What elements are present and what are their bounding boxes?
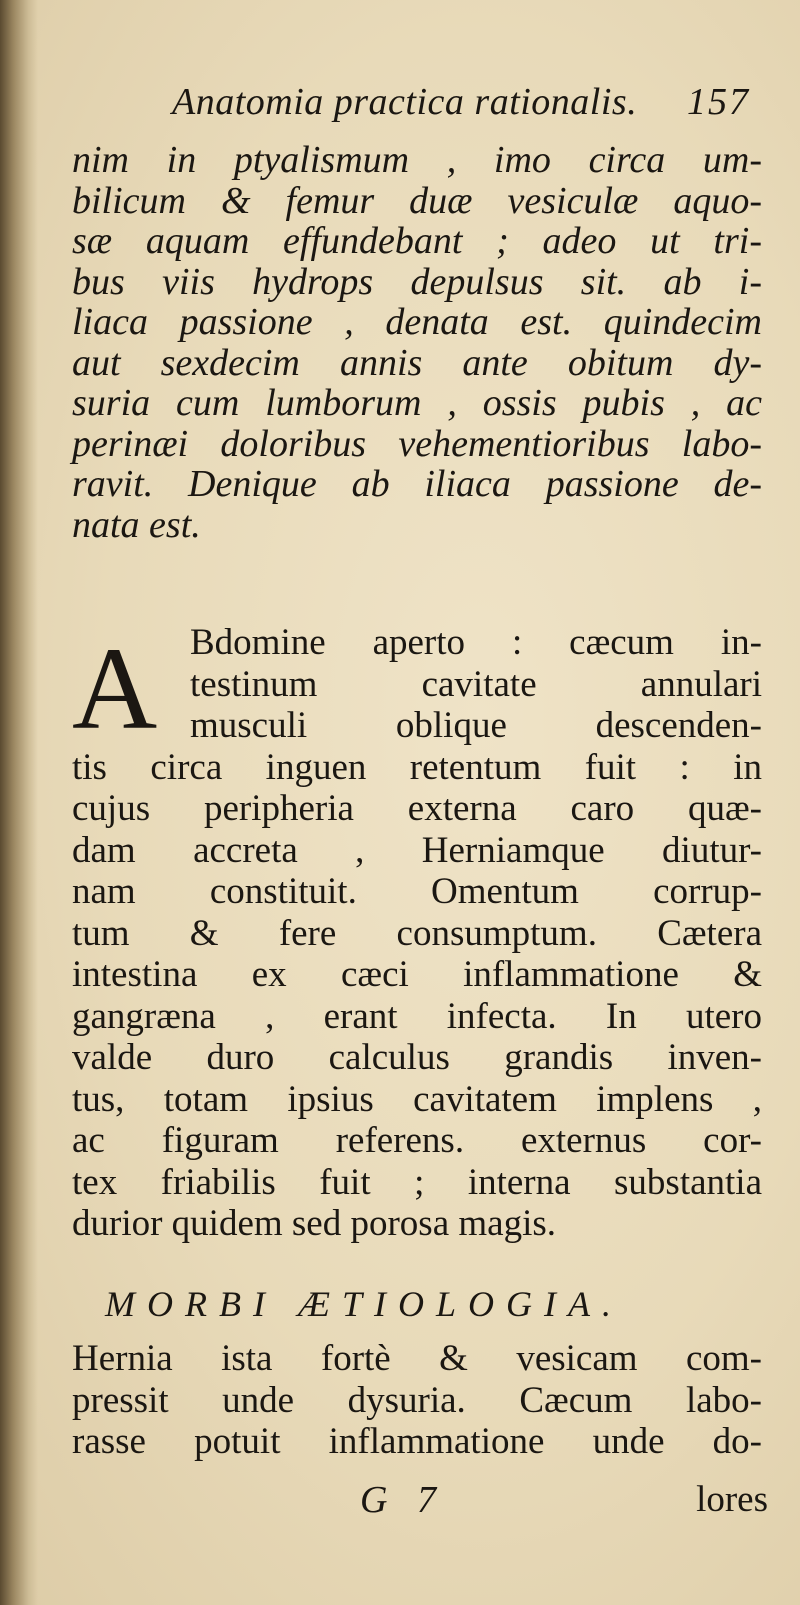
text-line: bilicum & femur duæ vesiculæ aquo- [72, 179, 762, 222]
catchword: lores [696, 1479, 768, 1520]
text-line: bus viis hydrops depulsus sit. ab i- [72, 260, 762, 303]
text-line: sæ aquam effundebant ; adeo ut tri- [72, 220, 762, 262]
section-heading: MORBI ÆTIOLOGIA. [105, 1284, 623, 1324]
text-line: Hernia ista fortè & vesicam com- [72, 1338, 762, 1379]
text-line: ravit. Denique ab iliaca passione de- [72, 463, 762, 505]
signature-mark: G 7 [360, 1479, 446, 1521]
text-line: nata est. [72, 503, 201, 546]
text-line: liaca passione , denata est. quindecim [72, 301, 762, 343]
text-line: suria cum lumborum , ossis pubis , ac [72, 382, 762, 424]
text-line: nim in ptyalismum , imo circa um- [72, 139, 762, 181]
gutter-shadow [0, 0, 38, 1605]
text-line: durior quidem sed porosa magis. [72, 1203, 556, 1244]
text-line: musculi oblique descenden- [190, 705, 762, 746]
text-line: intestina ex cæci inflammatione & [72, 954, 762, 995]
text-line: dam accreta , Herniamque diutur- [72, 829, 762, 871]
text-line: perinæi doloribus vehementioribus labo- [72, 422, 762, 465]
page-header [72, 80, 762, 130]
text-line: tus, totam ipsius cavitatem implens , [72, 1078, 762, 1120]
text-line: valde duro calculus grandis inven- [72, 1037, 762, 1078]
text-line: gangræna , erant infecta. In utero [72, 995, 762, 1037]
main-paragraph [72, 622, 762, 1245]
italic-paragraph [72, 140, 762, 545]
page-number: 157 [687, 81, 750, 123]
text-line: tex friabilis fuit ; interna substantia [72, 1161, 762, 1203]
text-line: testinum cavitate annulari [190, 663, 762, 705]
second-paragraph [72, 1338, 762, 1463]
text-line: tum & fere consumptum. Cætera [72, 912, 762, 954]
text-line: pressit unde dysuria. Cæcum labo- [72, 1379, 762, 1421]
text-line: nam constituit. Omentum corrup- [72, 871, 762, 912]
text-line: tis circa inguen retentum fuit : in [72, 746, 762, 788]
text-line: Bdomine aperto : cæcum in- [190, 622, 762, 663]
drop-cap: A [72, 623, 158, 754]
text-line: ac figuram referens. externus cor- [72, 1120, 762, 1161]
text-line: rasse potuit inflammatione unde do- [72, 1421, 762, 1462]
text-line: cujus peripheria externa caro quæ- [72, 788, 762, 829]
text-line: aut sexdecim annis ante obitum dy- [72, 341, 762, 384]
running-title: Anatomia practica rationalis. [172, 81, 638, 123]
